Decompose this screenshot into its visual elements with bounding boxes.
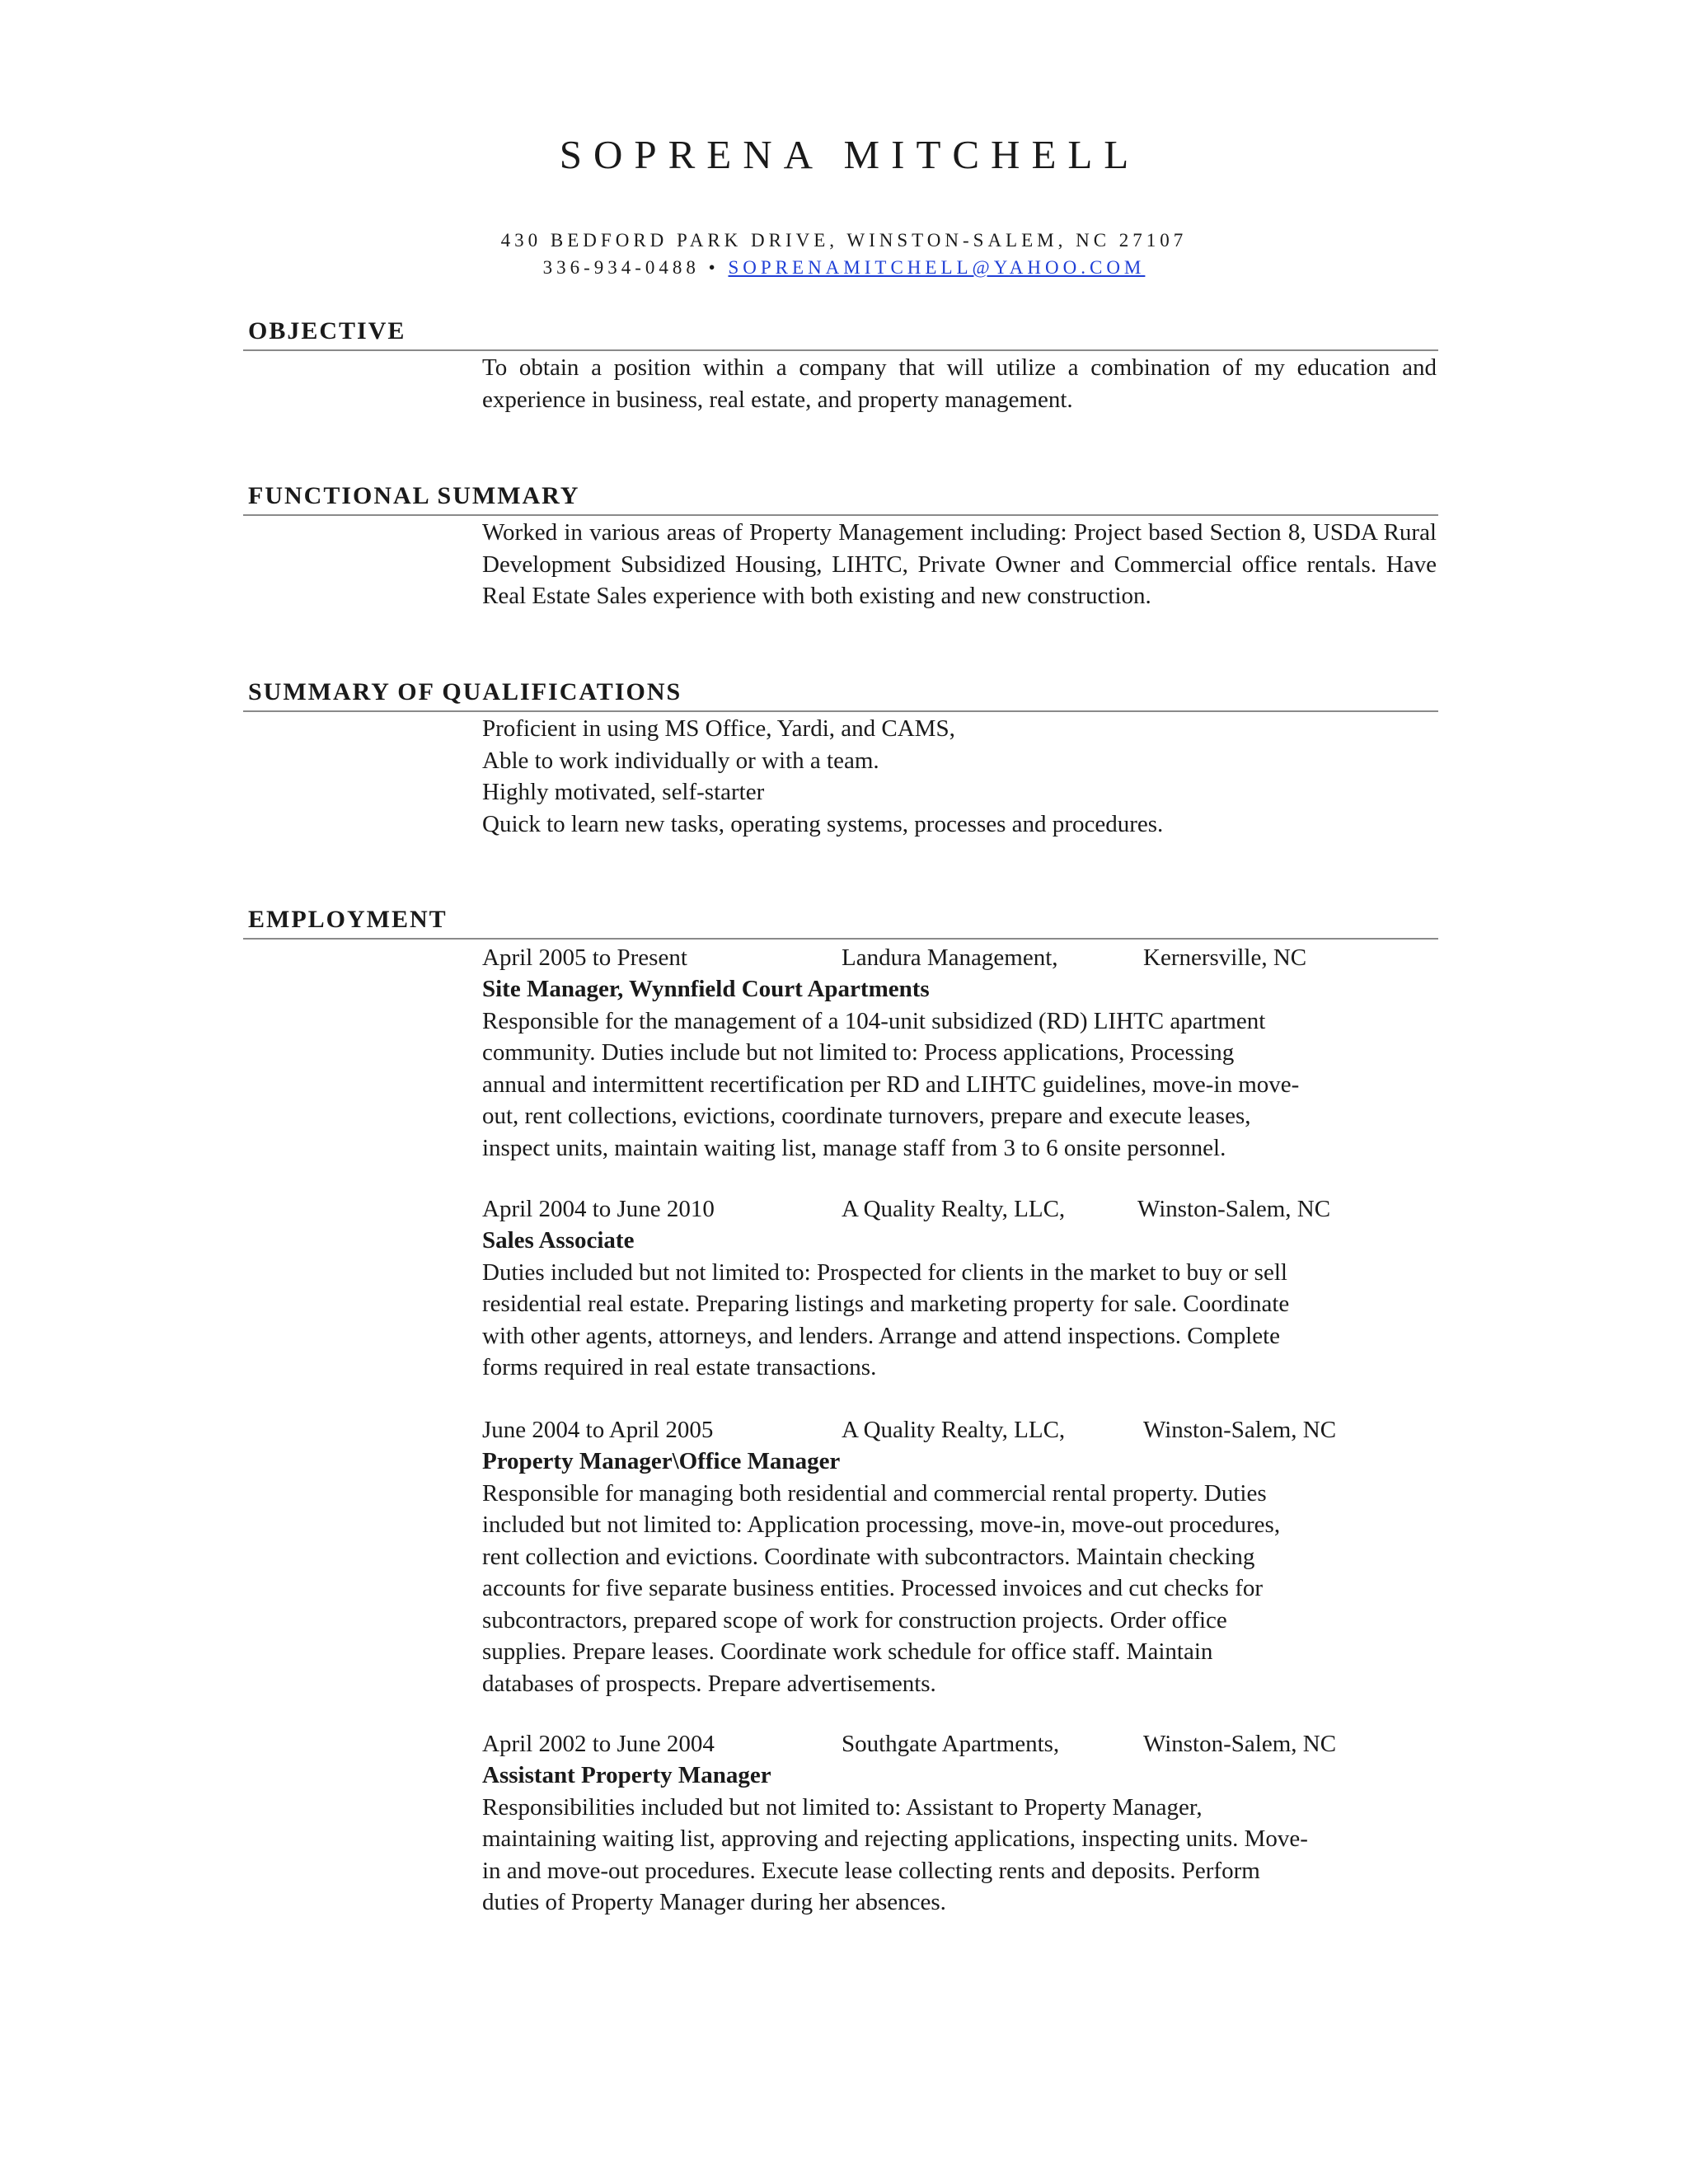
candidate-name: SOPRENA MITCHELL [559, 132, 1141, 177]
job-title: Sales Associate [482, 1227, 635, 1254]
job-header [482, 1728, 1437, 1760]
job-entry [482, 942, 1437, 1164]
job-location: Winston-Salem, NC [1143, 1731, 1337, 1757]
job-dates: April 2005 to Present [482, 944, 687, 971]
bullet-separator: • [708, 257, 720, 278]
job-location: Kernersville, NC [1143, 944, 1307, 971]
job-description-line: in and move-out procedures. Execute lease collecting rents and deposits. Perform [482, 1857, 1260, 1884]
job-description-line: inspect units, maintain waiting list, manage staff from 3 to 6 onsite personnel. [482, 1134, 1226, 1161]
job-description-line: residential real estate. Preparing listings and marketing property for sale. Coordinate [482, 1291, 1290, 1317]
job-dates: April 2002 to June 2004 [482, 1731, 715, 1757]
section-divider [243, 938, 1438, 940]
section-divider [243, 514, 1438, 516]
address: 430 BEDFORD PARK DRIVE, WINSTON-SALEM, NC 27107 [500, 230, 1188, 251]
job-location: Winston-Salem, NC [1143, 1417, 1337, 1443]
job-title: Assistant Property Manager [482, 1762, 771, 1788]
job-description-line: included but not limited to: Application processing, move-in, move-out procedures, [482, 1511, 1281, 1538]
objective-heading: OBJECTIVE [248, 317, 406, 344]
job-company: A Quality Realty, LLC, [842, 1196, 1066, 1222]
job-description-line: subcontractors, prepared scope of work for construction projects. Order office [482, 1606, 1227, 1633]
job-entry [482, 1728, 1437, 1919]
job-description-line: with other agents, attorneys, and lenders. Arrange and attend inspections. Complete [482, 1322, 1281, 1349]
job-dates: June 2004 to April 2005 [482, 1417, 714, 1443]
job-header [482, 1193, 1437, 1225]
job-description-line: Responsible for managing both residential and commercial rental property. Duties [482, 1479, 1267, 1507]
job-header [482, 942, 1437, 973]
job-description-line: annual and intermittent recertification per RD and LIHTC guidelines, move-in move- [482, 1071, 1300, 1098]
job-description-line: community. Duties include but not limited to: Process applications, Processing [482, 1039, 1235, 1066]
job-description-line: rent collection and evictions. Coordinate with subcontractors. Maintain checking [482, 1543, 1255, 1570]
job-company: Southgate Apartments, [842, 1731, 1060, 1757]
functional-summary-text: Worked in various areas of Property Management including: Project based Section 8, USDA Rural Development Subsidized Housing, LIHTC, Private Owner and Commercial office rentals. Have Real Estate Sales experience with both existing and new construction. [482, 519, 1437, 609]
job-header [482, 1414, 1437, 1446]
section-divider [243, 710, 1438, 712]
job-description-line: Responsible for the management of a 104-unit subsidized (RD) LIHTC apartment [482, 1007, 1266, 1034]
job-entry [482, 1193, 1437, 1384]
job-description-line: Duties included but not limited to: Prospected for clients in the market to buy or sell [482, 1258, 1287, 1286]
job-description-line: databases of prospects. Prepare advertisements. [482, 1670, 936, 1697]
job-description-line: supplies. Prepare leases. Coordinate work schedule for office staff. Maintain [482, 1638, 1213, 1665]
job-location: Winston-Salem, NC [1137, 1196, 1331, 1222]
qualifications-heading: SUMMARY OF QUALIFICATIONS [248, 678, 682, 705]
email-link[interactable]: SOPRENAMITCHELL@YAHOO.COM [728, 257, 1146, 278]
job-description-line: out, rent collections, evictions, coordinate turnovers, prepare and execute leases, [482, 1103, 1251, 1129]
job-company: A Quality Realty, LLC, [842, 1417, 1066, 1443]
contact-line [0, 255, 1688, 281]
job-dates: April 2004 to June 2010 [482, 1196, 715, 1222]
list-item: Quick to learn new tasks, operating systems, processes and procedures. [482, 810, 1164, 837]
objective-text: To obtain a position within a company that will utilize a combination of my education and experience in business, real estate, and property management. [482, 354, 1437, 413]
list-item: Proficient in using MS Office, Yardi, and CAMS, [482, 715, 955, 742]
job-company: Landura Management, [842, 944, 1058, 971]
job-description-line: forms required in real estate transactions. [482, 1354, 877, 1380]
section-divider [243, 349, 1438, 351]
functional-summary-heading: FUNCTIONAL SUMMARY [248, 482, 580, 509]
qualifications-list [482, 713, 1437, 840]
job-title: Property Manager\Office Manager [482, 1448, 841, 1474]
list-item: Highly motivated, self-starter [482, 779, 765, 805]
job-description-line: duties of Property Manager during her absences. [482, 1889, 946, 1915]
job-description-line: accounts for five separate business entities. Processed invoices and cut checks for [482, 1575, 1264, 1601]
job-description-line: maintaining waiting list, approving and rejecting applications, inspecting units. Move- [482, 1825, 1308, 1852]
job-description-line: Responsibilities included but not limited to: Assistant to Property Manager, [482, 1793, 1203, 1821]
job-title: Site Manager, Wynnfield Court Apartments [482, 976, 930, 1002]
phone-number: 336-934-0488 [542, 257, 700, 278]
employment-heading: EMPLOYMENT [248, 906, 448, 933]
job-entry [482, 1414, 1437, 1699]
list-item: Able to work individually or with a team. [482, 747, 879, 774]
